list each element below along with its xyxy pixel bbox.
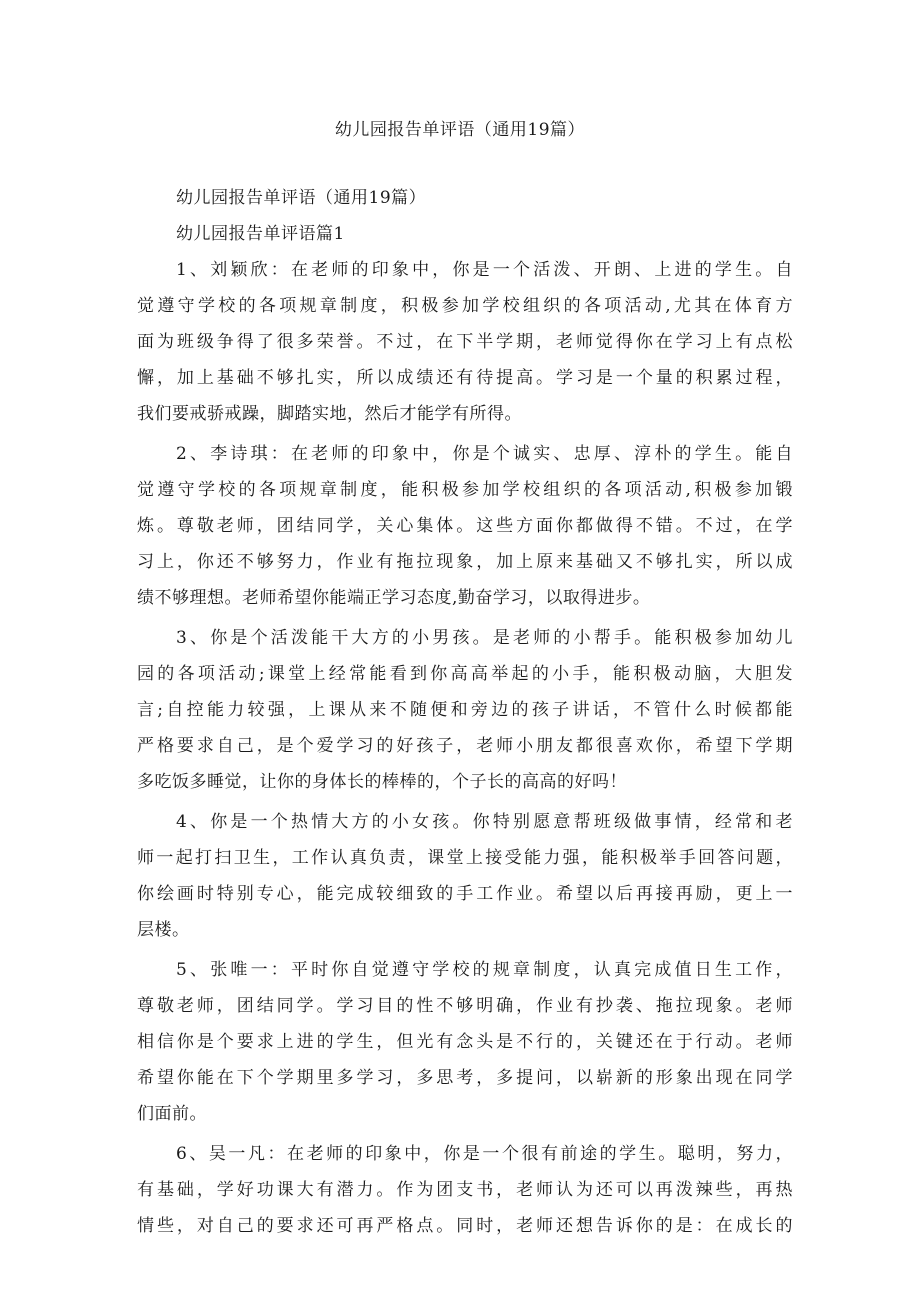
paragraph-line: 师一起打扫卫生，工作认真负责，课堂上接受能力强，能积极举手回答问题， xyxy=(137,848,793,868)
paragraph-line: 有基础，学好功课大有潜力。作为团支书，老师认为还可以再泼辣些，再热 xyxy=(137,1180,793,1200)
paragraph-3 xyxy=(137,620,793,800)
paragraph-line: 层楼。 xyxy=(137,920,190,940)
paragraph-line: 严格要求自己，是个爱学习的好孩子，老师小朋友都很喜欢你，希望下学期 xyxy=(137,736,793,756)
paragraph-line: 你绘画时特别专心，能完成较细致的手工作业。希望以后再接再励，更上一 xyxy=(137,884,793,904)
paragraph-line: 懈，加上基础不够扎实，所以成绩还有待提高。学习是一个量的积累过程， xyxy=(137,368,793,388)
paragraph-line: 我们要戒骄戒躁，脚踏实地，然后才能学有所得。 xyxy=(137,404,522,424)
paragraph-line: 希望你能在下个学期里多学习，多思考，多提问，以崭新的形象出现在同学 xyxy=(137,1068,793,1088)
paragraph-line: 3、你是个活泼能干大方的小男孩。是老师的小帮手。能积极参加幼儿 xyxy=(176,628,793,648)
paragraph-line: 觉遵守学校的各项规章制度，能积极参加学校组织的各项活动,积极参加锻 xyxy=(137,480,793,500)
document-title: 幼儿园报告单评语（通用19篇） xyxy=(334,120,586,140)
paragraph-1 xyxy=(137,252,793,432)
paragraph-line: 尊敬老师，团结同学。学习目的性不够明确，作业有抄袭、拖拉现象。老师 xyxy=(137,996,793,1016)
paragraph-2 xyxy=(137,436,793,616)
paragraph-line: 1、刘颖欣：在老师的印象中，你是一个活泼、开朗、上进的学生。自 xyxy=(176,260,793,280)
paragraph-line: 觉遵守学校的各项规章制度，积极参加学校组织的各项活动,尤其在体育方 xyxy=(137,296,793,316)
paragraph-line: 绩不够理想。老师希望你能端正学习态度,勤奋学习，以取得进步。 xyxy=(137,588,651,608)
paragraph-5 xyxy=(137,952,793,1132)
paragraph-line: 4、你是一个热情大方的小女孩。你特别愿意帮班级做事情，经常和老 xyxy=(176,812,793,832)
paragraph-6 xyxy=(137,1136,793,1244)
section-heading: 幼儿园报告单评语篇1 xyxy=(176,224,345,244)
paragraph-line: 面为班级争得了很多荣誉。不过，在下半学期，老师觉得你在学习上有点松 xyxy=(137,332,793,352)
paragraph-line: 2、李诗琪：在老师的印象中，你是个诚实、忠厚、淳朴的学生。能自 xyxy=(176,444,793,464)
paragraph-line: 相信你是个要求上进的学生，但光有念头是不行的，关键还在于行动。老师 xyxy=(137,1032,793,1052)
paragraph-line: 炼。尊敬老师，团结同学，关心集体。这些方面你都做得不错。不过，在学 xyxy=(137,516,793,536)
paragraph-line: 们面前。 xyxy=(137,1104,207,1124)
document-body xyxy=(137,180,793,1244)
paragraph-4 xyxy=(137,804,793,948)
paragraph-line: 6、吴一凡：在老师的印象中，你是一个很有前途的学生。聪明，努力， xyxy=(176,1144,793,1164)
paragraph-line: 多吃饭多睡觉，让你的身体长的棒棒的，个子长的高高的好吗！ xyxy=(137,772,627,792)
document-subtitle: 幼儿园报告单评语（通用19篇） xyxy=(176,188,427,208)
paragraph-line: 园的各项活动;课堂上经常能看到你高高举起的小手，能积极动脑，大胆发 xyxy=(137,664,793,684)
paragraph-line: 5、张唯一：平时你自觉遵守学校的规章制度，认真完成值日生工作， xyxy=(176,960,793,980)
paragraph-line: 习上，你还不够努力，作业有拖拉现象，加上原来基础又不够扎实，所以成 xyxy=(137,552,793,572)
paragraph-line: 言;自控能力较强，上课从来不随便和旁边的孩子讲话，不管什么时候都能 xyxy=(137,700,793,720)
paragraph-line: 情些，对自己的要求还可再严格点。同时，老师还想告诉你的是：在成长的 xyxy=(137,1216,793,1236)
